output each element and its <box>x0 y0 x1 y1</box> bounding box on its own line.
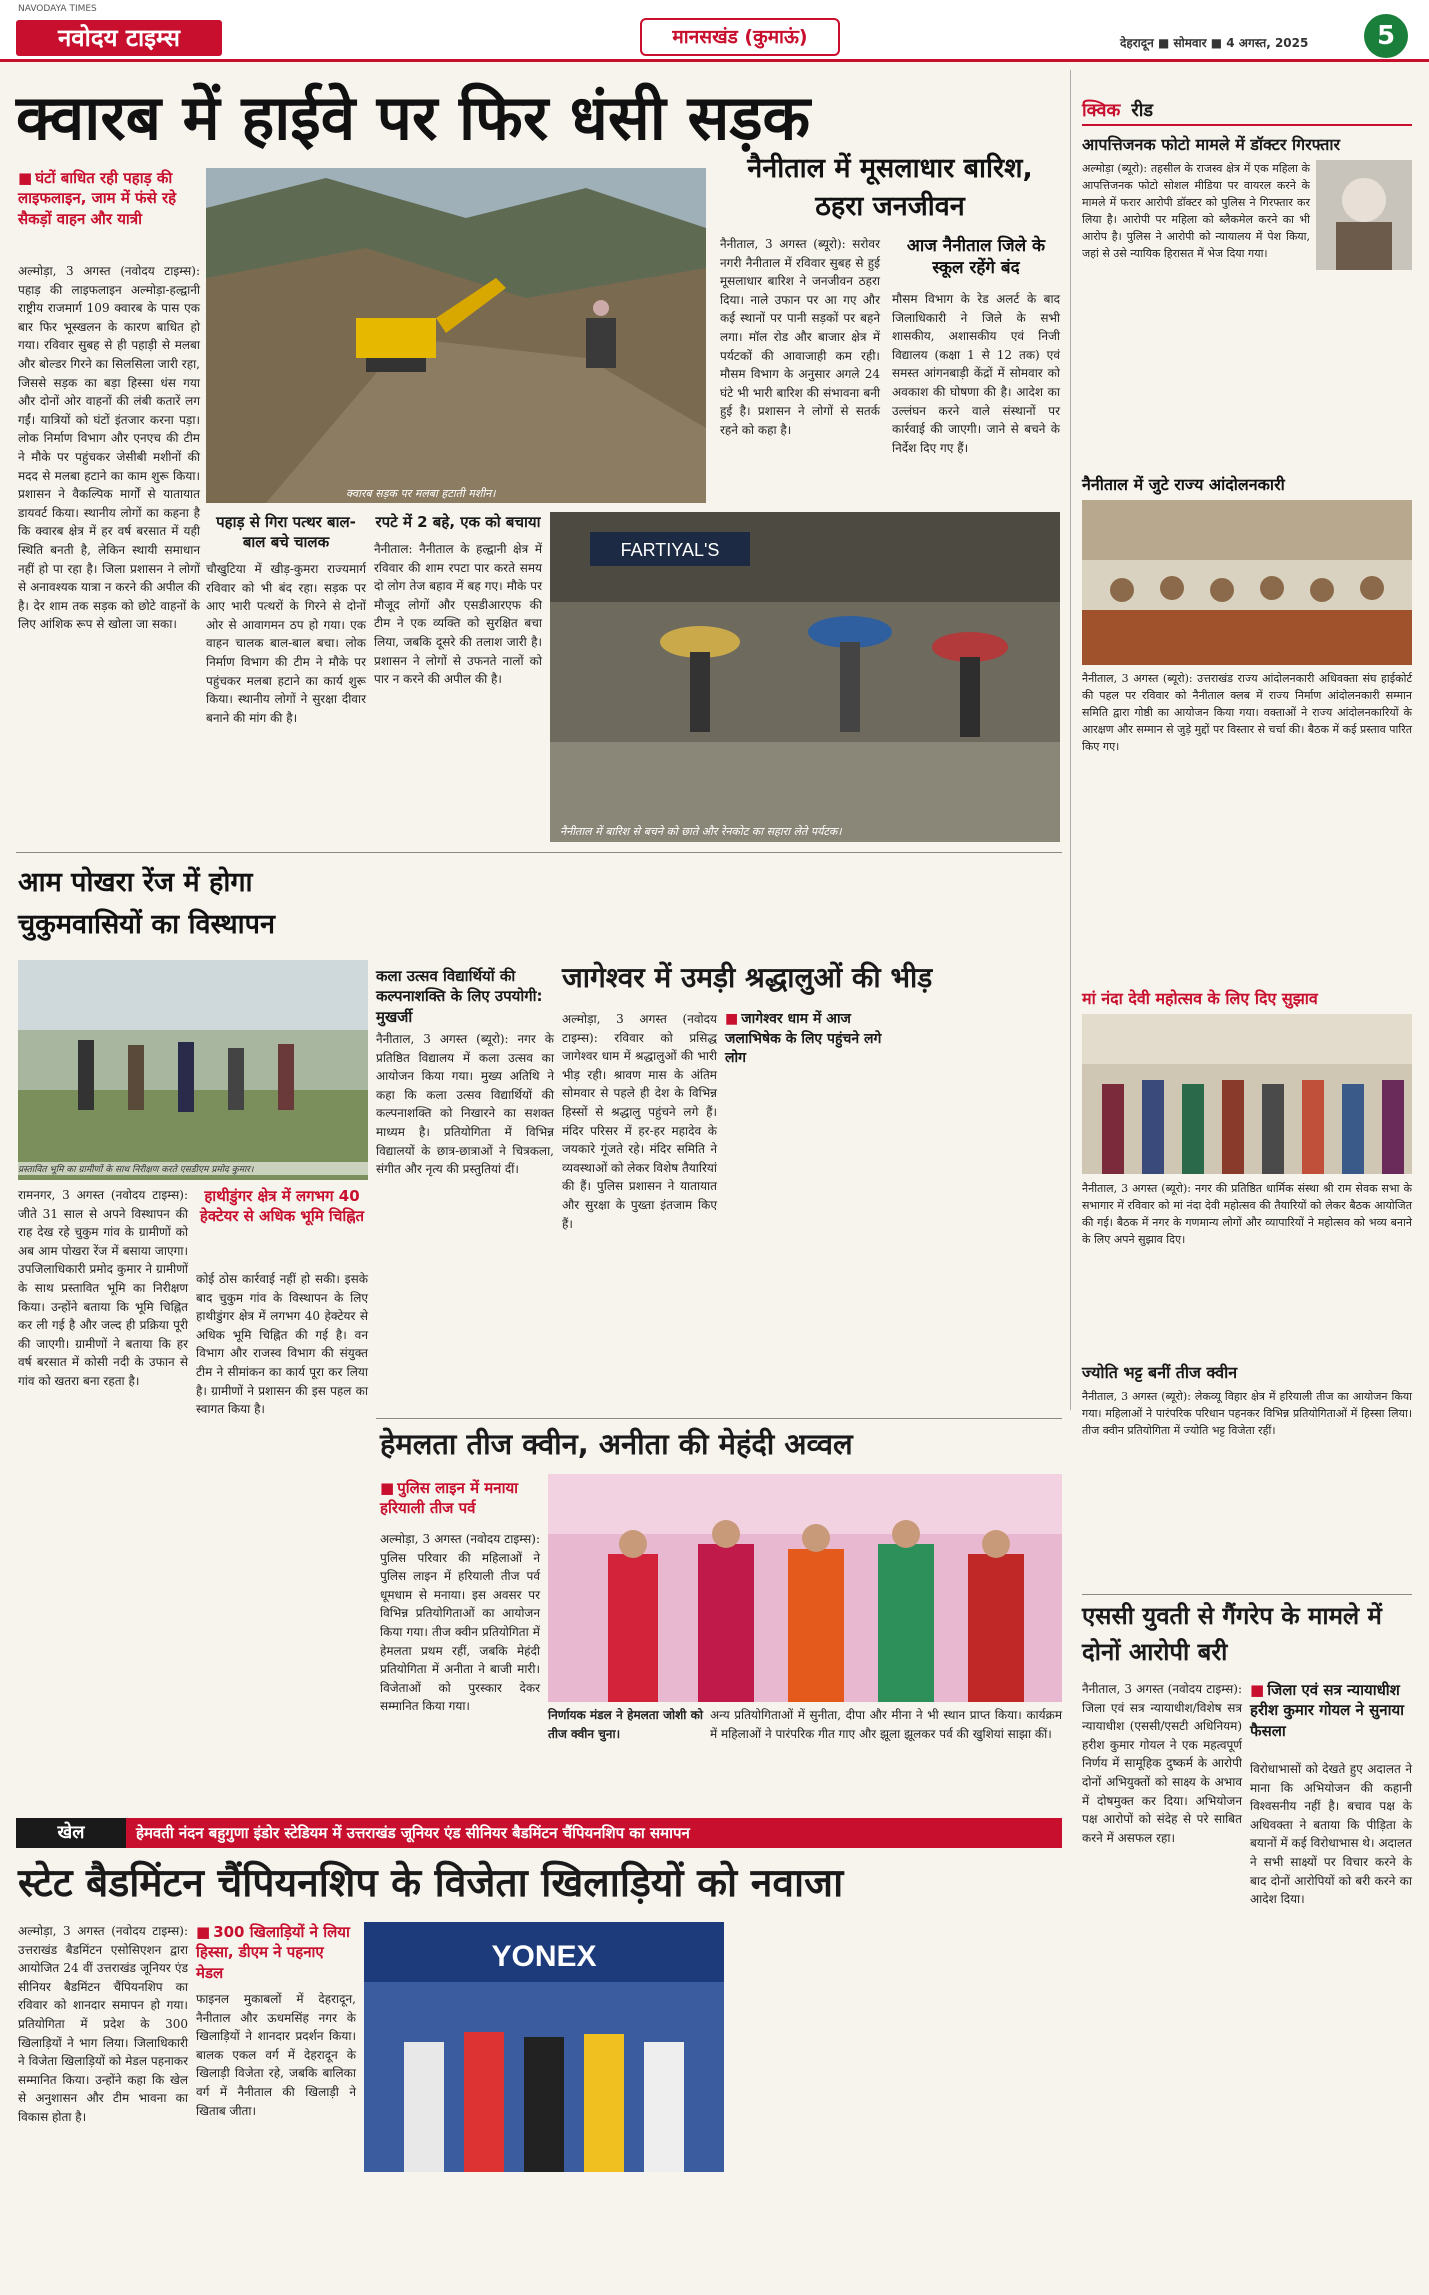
jageshwar-sub-headline <box>725 1010 890 1069</box>
sports-label-text: खेल <box>57 1822 85 1843</box>
lead-photo-caption: क्वारब सड़क पर मलबा हटाती मशीन। <box>346 487 496 500</box>
jageshwar-body-b <box>898 1010 1062 1410</box>
row-rule <box>16 852 1062 853</box>
rain-body: नैनीताल, 3 अगस्त (ब्यूरो): सरोवर नगरी नैनीताल में रविवार सुबह से हुई मूसलाधार बारिश ने जनजीवन ठहरा दिया। नाले उफान पर आ गए और कई स्थानों पर पानी सड़कों पर बहने लगा। मॉल रोड और बाजार क्षेत्र में पर्यटकों की आवाजाही कम रही। मौसम विभाग के अनुसार अगले 24 घंटे भी भारी बारिश की संभावना बनी हुई है। प्रशासन ने लोगों से सतर्क रहने को कहा है। <box>720 237 880 437</box>
rain-photo <box>550 512 1060 842</box>
hemlata-headline: हेमलता तीज क्वीन, अनीता की मेहंदी अव्वल <box>380 1427 853 1461</box>
banner-text: हेमवती नंदन बहुगुणा इंडोर स्टेडियम में उत्तराखंड जूनियर एंड सीनियर बैडमिंटन चैंपियनशिप का समापन <box>136 1824 690 1842</box>
yonex-banner: YONEX <box>491 1940 597 1973</box>
column-rule <box>1070 70 1071 1410</box>
hemlata-body: अल्मोड़ा, 3 अगस्त (नवोदय टाइम्स): पुलिस परिवार की महिलाओं ने पुलिस लाइन में हरियाली तीज पर्व धूमधाम से मनाया। इस अवसर पर विभिन्न प्रतियोगिताओं का आयोजन किया गया। तीज क्वीन प्रतियोगिता में हेमलता प्रथम रहीं, जबकि मेहंदी प्रतियोगिता में अनीता ने बाजी मारी। विजेताओं को पुरस्कार देकर सम्मानित किया गया। <box>380 1532 540 1714</box>
hemlata-body2: अन्य प्रतियोगिताओं में सुनीता, दीपा और मीना ने भी स्थान प्राप्त किया। कार्यक्रम में महिलाओं ने पारंपरिक गीत गाए और झूला झूलकर पर्व की खुशियां साझा कीं। <box>710 1708 1062 1741</box>
quick-item4-headline: ज्योति भट्ट बनीं तीज क्वीन <box>1082 1363 1238 1382</box>
accused-image <box>1316 160 1412 270</box>
section-tag <box>640 18 840 56</box>
quick-item1-body-b <box>1082 312 1412 472</box>
sc-body2: विरोधाभासों को देखते हुए अदालत ने माना कि अभियोजन की कहानी विश्वसनीय नहीं है। बचाव पक्ष के अधिवक्ता ने बताया कि पीड़िता के बयानों में कई विरोधाभास थे। अदालत ने सभी साक्ष्यों पर विचार करने के बाद दोनों आरोपियों को बरी करने का आदेश दिया। <box>1250 1762 1412 1907</box>
kala-body: नैनीताल, 3 अगस्त (ब्यूरो): नगर के प्रतिष्ठित विद्यालय में कला उत्सव का आयोजन किया गया। मुख्य अतिथि ने कहा कि कला उत्सव विद्यार्थियों की कल्पनाशक्ति को निखारने का सशक्त माध्यम है। प्रतियोगिता में विभिन्न विद्यालयों के छात्र-छात्राओं ने चित्रकला, संगीत और नृत्य की प्रस्तुतियां दीं। <box>376 1032 554 1177</box>
rain-side-body: मौसम विभाग के रेड अलर्ट के बाद जिलाधिकारी ने जिले के सभी शासकीय, अशासकीय एवं निजी विद्यालय (कक्षा 1 से 12 तक) एवं समस्त आंगनबाड़ी केंद्रों में सोमवार को अवकाश की घोषणा की है। आदेश का उल्लंघन करने वाले संस्थानों पर कार्रवाई की जाएगी। जाने से बचने के निर्देश दिए गए हैं। <box>892 292 1060 455</box>
sc-kicker <box>1250 1680 1412 1741</box>
quick-item1-photo <box>1316 160 1412 270</box>
quick-item3-body: नैनीताल, 3 अगस्त (ब्यूरो): नगर की प्रतिष्ठित धार्मिक संस्था श्री राम सेवक सभा के सभागार में रविवार को मां नंदा देवी महोत्सव की तैयारियों को लेकर बैठक आयोजित की गई। बैठक में नगर के गणमान्य लोगों और व्यापारियों ने महोत्सव को भव्य बनाने के लिए अपने सुझाव दिए। <box>1082 1182 1412 1247</box>
aam-body: रामनगर, 3 अगस्त (नवोदय टाइम्स): जीते 31 साल से अपने विस्थापन की राह देख रहे चुकुम गांव के ग्रामीणों को अब आम पोखरा रेंज में बसाया जाएगा। उपजिलाधिकारी प्रमोद कुमार ने ग्रामीणों के साथ प्रस्तावित भूमि का निरीक्षण किया। उन्होंने बताया कि भूमि चिह्नित कर ली गई है और जल्द ही प्रक्रिया पूरी की जाएगी। ग्रामीणों ने बताया कि हर वर्ष बरसात में कोसी नदी के उफान से गांव को खतरा बना रहता है। <box>18 1188 188 1388</box>
sports-label <box>16 1818 126 1848</box>
rain-street-image <box>550 512 1060 842</box>
hemlata-kicker <box>380 1478 540 1519</box>
lead-headline: क्वारब में हाईवे पर फिर धंसी सड़क <box>16 81 811 154</box>
rain-side-headline: आज नैनीताल जिले के स्कूल रहेंगे बंद <box>906 236 1046 279</box>
lead-photo <box>206 168 706 503</box>
award-image <box>364 1922 724 2172</box>
page-number <box>1364 14 1408 58</box>
aam-sub-headline: हाथीडुंगर क्षेत्र में लगभग 40 हेक्टेयर से अधिक भूमि चिह्नित <box>199 1187 365 1226</box>
teej-image <box>548 1474 1062 1702</box>
small-label: NAVODAYA TIMES <box>18 4 97 14</box>
hemlata-photo <box>548 1474 1062 1702</box>
quick-item2-photo <box>1082 500 1412 665</box>
quick-item2-headline: नैनीताल में जुटे राज्य आंदोलनकारी <box>1082 475 1285 494</box>
badminton-kicker-text: 300 खिलाड़ियों ने लिया हिस्सा, डीएम ने पहनाए मेडल <box>196 1923 350 1982</box>
badminton-banner <box>16 1818 1062 1848</box>
lead-body: अल्मोड़ा, 3 अगस्त (नवोदय टाइम्स): पहाड़ की लाइफलाइन अल्मोड़ा-हल्द्वानी राष्ट्रीय राजमार्ग 109 क्वारब के पास एक बार फिर भूस्खलन के कारण बाधित हो गया। रविवार सुबह से ही पहाड़ी से मलबा और बोल्डर गिरने का सिलसिला जारी रहा, जिससे सड़क का बड़ा हिस्सा धंस गया और दोनों ओर वाहनों की लंबी कतारें लग गईं। यात्रियों को घंटों इंतजार करना पड़ा। लोक निर्माण विभाग और एनएच की टीम ने मौके पर पहुंचकर जेसीबी मशीनों की मदद से मलबा हटाने का काम शुरू किया। प्रशासन ने वैकल्पिक मार्गों से यातायात डायवर्ट किया। स्थानीय लोगों का कहना है कि क्वारब क्षेत्र में हर वर्ष बरसात में यही स्थिति बनती है, लेकिन स्थायी समाधान नहीं हो पा रहा है। जिला प्रशासन ने लोगों से अनावश्यक यात्रा न करने की अपील की है। देर शाम तक सड़क को छोटे वाहनों के लिए आंशिक रूप से खोला जा सका। <box>18 264 200 632</box>
row-rule-2 <box>376 1418 1062 1419</box>
aam-photo <box>18 960 368 1180</box>
lead-kicker <box>18 168 200 229</box>
quick-item1-body: अल्मोड़ा (ब्यूरो): तहसील के राजस्व क्षेत्र में एक महिला के आपत्तिजनक फोटो सोशल मीडिया पर वायरल करने के मामले में फरार आरोपी डॉक्टर को पुलिस ने गिरफ्तार कर लिया है। आरोपी पर महिला को ब्लैकमेल करने का भी आरोप है। पुलिस ने आरोपी को न्यायालय में पेश किया, जहां से उसे न्यायिक हिरासत में भेज दिया गया। <box>1082 162 1310 261</box>
sc-body-b <box>1082 1830 1242 2280</box>
badminton-headline: स्टेट बैडमिंटन चैंपियनशिप के विजेता खिलाड़ियों को नवाजा <box>18 1861 844 1906</box>
hemlata-caption: निर्णायक मंडल ने हेमलता जोशी को तीज क्वीन चुना। <box>548 1708 703 1741</box>
gathering-image <box>1082 1014 1412 1174</box>
sc-body: नैनीताल, 3 अगस्त (नवोदय टाइम्स): जिला एवं सत्र न्यायाधीश/विशेष सत्र न्यायाधीश (एससी/एसटी अधिनियम) हरीश कुमार गोयल ने एक महत्वपूर्ण निर्णय में सामूहिक दुष्कर्म के आरोपी दोनों अभियुक्तों को साक्ष्य के अभाव में दोषमुक्त कर दिया। अभियोजन पक्ष आरोपों को संदेह से परे साबित करने में असफल रहा। <box>1082 1682 1242 1845</box>
badminton-kicker <box>196 1922 356 1983</box>
badminton-body-d <box>732 1922 1062 2282</box>
aam-photo-caption: प्रस्तावित भूमि का ग्रामीणों के साथ निरीक्षण करते एसडीएम प्रमोद कुमार। <box>18 1162 368 1175</box>
badminton-body: अल्मोड़ा, 3 अगस्त (नवोदय टाइम्स): उत्तराखंड बैडमिंटन एसोसिएशन द्वारा आयोजित 24 वीं उत्तराखंड जूनियर एंड सीनियर बैडमिंटन चैंपियनशिप का रविवार को शानदार समापन हो गया। प्रतियोगिता में प्रदेश के 300 खिलाड़ियों ने भाग लिया। जिलाधिकारी ने विजेता खिलाड़ियों को मेडल पहनाकर सम्मानित किया। उन्होंने कहा कि खेल से अनुशासन और टीम भावना का विकास होता है। <box>18 1924 188 2124</box>
sc-kicker-text: जिला एवं सत्र न्यायाधीश हरीश कुमार गोयल ने सुनाया फैसला <box>1250 1681 1405 1740</box>
dateline: देहरादून ■ सोमवार ■ 4 अगस्त, 2025 <box>1120 36 1309 50</box>
inspection-image <box>18 960 368 1180</box>
row-rule-3 <box>1082 1594 1412 1595</box>
logo-text: नवोदय टाइम्स <box>57 24 181 52</box>
jageshwar-sub-text: जागेश्वर धाम में आज जलाभिषेक के लिए पहुंचने लगे लोग <box>725 1011 882 1067</box>
rain-headline: नैनीताल में मूसलाधार बारिश, ठहरा जनजीवन <box>747 153 1033 222</box>
stone-story-headline: पहाड़ से गिरा पत्थर बाल-बाल बचे चालक <box>216 513 356 552</box>
stone-story-body: चौखुटिया में खीड़-कुमरा राज्यमार्ग रविवार को भी बंद रहा। सड़क पर आए भारी पत्थरों के गिरने से दोनों ओर से आवागमन ठप हो गया। एक वाहन चालक बाल-बाल बचा। लोक निर्माण विभाग की टीम ने मौके पर पहुंचकर मलबा हटाने का कार्य शुरू किया। स्थानीय लोगों ने सुरक्षा दीवार बनाने की मांग की है। <box>206 562 366 725</box>
landslide-image <box>206 168 706 503</box>
badminton-body-c <box>364 2180 724 2282</box>
sc-headline: एससी युवती से गैंगरेप के मामले में दोनों आरोपी बरी <box>1082 1602 1382 1666</box>
kala-headline: कला उत्सव विद्यार्थियों की कल्पनाशक्ति के लिए उपयोगी: मुखर्जी <box>376 967 543 1026</box>
page-number-text: 5 <box>1376 21 1396 51</box>
quick-label-b: रीड <box>1131 100 1154 121</box>
masthead-logo <box>16 20 222 56</box>
meeting-image <box>1082 500 1412 665</box>
hemlata-body-b <box>380 1704 540 1810</box>
road-story-body: नैनीताल: नैनीताल के हल्द्वानी क्षेत्र में रविवार की शाम रपटा पार करते समय दो लोग तेज बहाव में बह गए। मौके पर मौजूद लोगों और एसडीआरएफ की टीम ने एक व्यक्ति को सुरक्षित बचा लिया, जबकि दूसरे की तलाश जारी है। प्रशासन ने लोगों से उफनते नालों को पार न करने की अपील की है। <box>374 542 542 687</box>
quick-read-label <box>1082 98 1412 126</box>
aam-headline: आम पोखरा रेंज में होगा चुकुमवासियों का विस्थापन <box>18 867 275 940</box>
masthead <box>0 0 1429 62</box>
quick-item4-body: नैनीताल, 3 अगस्त (ब्यूरो): लेकव्यू विहार क्षेत्र में हरियाली तीज का आयोजन किया गया। महिलाओं ने पारंपरिक परिधान पहनकर विभिन्न प्रतियोगिताओं में हिस्सा लिया। तीज क्वीन प्रतियोगिता में ज्योति भट्ट विजेता रहीं। <box>1082 1390 1412 1438</box>
quick-item1-headline: आपत्तिजनक फोटो मामले में डॉक्टर गिरफ्तार <box>1082 135 1341 154</box>
section-label: मानसखंड (कुमाऊं) <box>672 26 808 48</box>
rain-photo-caption: नैनीताल में बारिश से बचने को छाते और रेनकोट का सहारा लेते पर्यटक। <box>560 825 842 838</box>
jageshwar-headline: जागेश्वर में उमड़ी श्रद्धालुओं की भीड़ <box>562 961 933 994</box>
shop-sign: FARTIYAL'S <box>620 540 720 560</box>
quick-item3-photo <box>1082 1014 1412 1174</box>
aam-sub-body: कोई ठोस कार्रवाई नहीं हो सकी। इसके बाद चुकुम गांव के विस्थापन के लिए हाथीडुंगर क्षेत्र में लगभग 40 हेक्टेयर से अधिक भूमि चिह्नित की गई है। वन विभाग और राजस्व विभाग की संयुक्त टीम ने सीमांकन का कार्य पूरा कर लिया है। ग्रामीणों ने प्रशासन की इस पहल का स्वागत किया है। <box>196 1272 368 1417</box>
badminton-photo <box>364 1922 724 2172</box>
quick-item3-headline: मां नंदा देवी महोत्सव के लिए दिए सुझाव <box>1082 989 1318 1008</box>
road-story-headline: रपटे में 2 बहे, एक को बचाया <box>375 513 541 531</box>
lead-kicker-text: घंटों बाधित रही पहाड़ की लाइफलाइन, जाम में फंसे रहे सैकड़ों वाहन और यात्री <box>18 169 177 228</box>
hemlata-kicker-text: पुलिस लाइन में मनाया हरियाली तीज पर्व <box>380 1479 519 1518</box>
quick-item2-body: नैनीताल, 3 अगस्त (ब्यूरो): उत्तराखंड राज्य आंदोलनकारी अधिवक्ता संघ हाईकोर्ट की पहल पर रविवार को नैनीताल क्लब में राज्य निर्माण आंदोलनकारी सम्मान समिति द्वारा गोष्ठी का आयोजन किया गया। वक्ताओं ने राज्य आंदोलनकारियों के आरक्षण और सम्मान से जुड़े मुद्दों पर विस्तार से चर्चा की। बैठक में कई प्रस्ताव पारित किए गए। <box>1082 672 1412 754</box>
quick-label-a: क्विक <box>1082 100 1121 121</box>
jageshwar-body: अल्मोड़ा, 3 अगस्त (नवोदय टाइम्स): रविवार को प्रसिद्ध जागेश्वर धाम में श्रद्धालुओं की भारी भीड़ रही। श्रावण मास के अंतिम सोमवार से पहले ही देश के विभिन्न हिस्सों से श्रद्धालु पहुंचने लगे हैं। मंदिर परिसर में हर-हर महादेव के जयकारे गूंजते रहे। मंदिर समिति ने व्यवस्थाओं को लेकर विशेष तैयारियां की हैं। पुलिस प्रशासन ने यातायात और सुरक्षा के पुख्ता इंतजाम किए हैं। <box>562 1012 717 1231</box>
badminton-body2: फाइनल मुकाबलों में देहरादून, नैनीताल और ऊधमसिंह नगर के खिलाड़ियों ने शानदार प्रदर्शन किया। बालक एकल वर्ग में देहरादून के खिलाड़ी विजेता रहे, जबकि बालिका वर्ग में नैनीताल की खिलाड़ी ने खिताब जीता। <box>196 1992 356 2118</box>
